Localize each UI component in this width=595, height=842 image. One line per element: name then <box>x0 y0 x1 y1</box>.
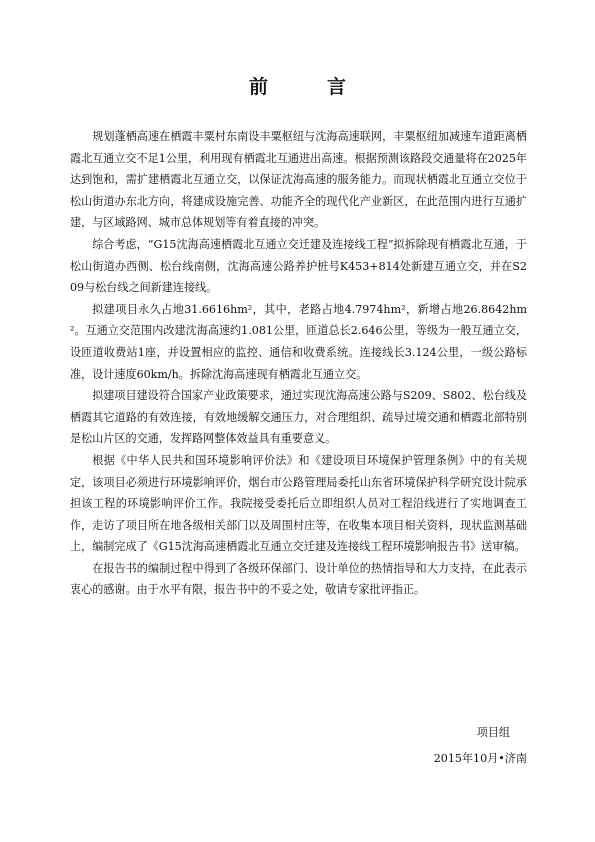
paragraph-project-scope: 综合考虑，“G15沈海高速栖霞北互通立交迁建及连接线工程”拟拆除现有栖霞北互通，于松山街道办西侧、松台线南侧，沈海高速公路养护桩号K453+814处新建互通立交，并在S209与松台线之间新建连接线。 <box>70 237 527 295</box>
preface-body <box>70 126 527 601</box>
paragraph-significance: 拟建项目建设符合国家产业政策要求，通过实现沈海高速公路与S209、S802、松台线及栖霞其它道路的有效连接，有效地缓解交通压力，对合理组织、疏导过境交通和栖霞北部特别是松山片区的交通，发挥路网整体效益具有重要意义。 <box>70 389 527 446</box>
paragraph-acknowledgement: 在报告书的编制过程中得到了各级环保部门、设计单位的热情指导和大力支持，在此表示衷心的感谢。由于水平有限，报告书中的不妥之处，敬请专家批评指正。 <box>70 561 527 597</box>
paragraph-land-use: 拟建项目永久占地31.6616hm²，其中，老路占地4.7974hm²，新增占地26.8642hm²。互通立交范围内改建沈海高速约1.081公里，匝道总长2.646公里，等级为一般互通立交，设匝道收费站1座，并设置相应的监控、通信和收费系统。连接线长3.124公里，一级公路标准，设计速度60km/h。拆除沈海高速现有栖霞北互通立交。 <box>70 302 527 381</box>
paragraph-eia-process: 根据《中华人民共和国环境影响评价法》和《建设项目环境保护管理条例》中的有关规定，该项目必须进行环境影响评价，烟台市公路管理局委托山东省环境保护科学研究设计院承担该工程的环境影响评价工作。我院接受委托后立即组织人员对工程沿线进行了实地调查工作，走访了项目所在地各级相关部门以及周围村庄等，在收集本项目相关资料，现状监测基础上，编制完成了《G15沈海高速栖霞北互通立交迁建及连接线工程环境影响报告书》送审稿。 <box>70 453 527 554</box>
page-title: 前 言 <box>248 76 366 98</box>
signature-org: 项目组 <box>476 726 510 739</box>
signature-date: 2015年10月•济南 <box>433 752 527 765</box>
paragraph-background: 规划蓬栖高速在栖霞丰粟村东南设丰粟枢纽与沈海高速联网，丰粟枢纽加减速车道距离栖霞北互通立交不足1公里，利用现有栖霞北互通进出高速。根据预测该路段交通量将在2025年达到饱和，需扩建栖霞北互通立交，以保证沈海高速的服务能力。而现状栖霞北互通立交位于松山街道办东北方向，将建成设施完善、功能齐全的现代化产业新区，在此范围内进行互通扩建，与区域路网、城市总体规划等有着直接的冲突。 <box>70 130 527 230</box>
